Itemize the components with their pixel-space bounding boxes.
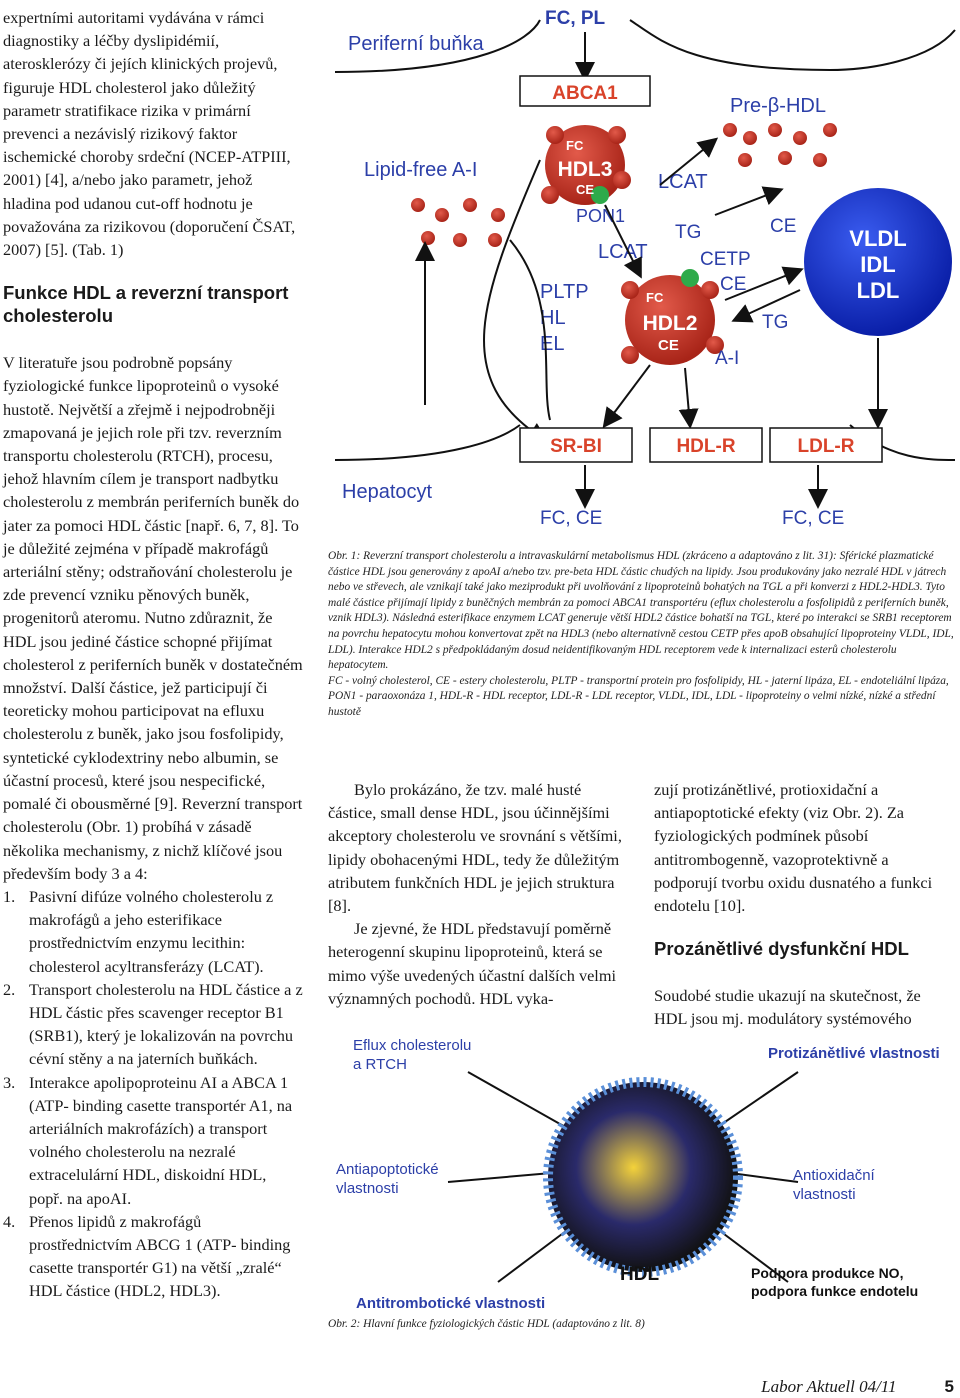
label-peripheral-cell: Periferní buňka xyxy=(348,33,484,55)
hdl3-particle xyxy=(541,125,631,205)
label-no-production: Podpora produkce NO, xyxy=(751,1265,904,1281)
label-pre-beta-hdl: Pre-β-HDL xyxy=(730,95,826,117)
label-lcat-top: LCAT xyxy=(658,171,708,193)
svg-text:HDL2: HDL2 xyxy=(642,312,698,335)
label-lcat: LCAT xyxy=(598,241,648,263)
list-item: 2. Transport cholesterolu na HDL částice a z HDL částic přes scavenger receptor B1 (SRB1), který je lokalizován na povrchu cévní stěny a na jaterních buňkách. xyxy=(3,979,303,1069)
hdl-function-paragraph: V literatuře jsou podrobně popsány fyziologické funkce lipoproteinů o vysoké hustotě. Největší a zřejmě i nejpodrobněji zmapovaná je jejich role při tzv. reverzním transportu cholesterolu (RTCH), procesu, jehož hlavním cílem je transport nadbytku cholesterolu z membrán periferních buněk do jater za pomoci HDL částic [např. 6, 7, 8]. To je důležité zejména v případě makrofágů arteriální stěny; odstraňování cholesterolu je zde prevencí vzniku pěnových buněk, progenitorů ateromu. Nutno zdůraznit, že HDL jsou jediné částice schopné přijímat cholesterol z periferních buněk v dostatečném množství. Další částice, jež participují či teoreticky mohou participovat na efluxu cholesterolu z buněk, jako jsou fosfolipidy, syntetické cyklodextriny nebo albumin, se účastní procesů, které jsou nespecifické, pomalé či obousměrné [9]. Reverzní transport cholesterolu (Obr. 1) probíhá v zásadě několika mechanismy, z nichž klíčové jsou především body 3 a 4: xyxy=(3,353,303,883)
hdl2-particle xyxy=(621,269,724,365)
mechanism-list xyxy=(3,885,303,1303)
label-antiapoptotic: Antiapoptotické xyxy=(336,1161,439,1178)
figure-hdl-functions xyxy=(328,1022,960,1314)
label-a-i: A-I xyxy=(715,348,740,369)
label-sr-bi: SR-BI xyxy=(550,436,602,457)
svg-text:CE: CE xyxy=(658,337,679,354)
paragraph: Je zjevné, že HDL představují poměrně heterogenní skupinu lipoproteinů, která se mimo výše uvedených účastní dalších velmi významných pochodů. HDL vyka- xyxy=(328,919,617,1008)
label-ce-mid: CE xyxy=(720,274,747,295)
label-hdl: HDL xyxy=(620,1264,660,1285)
svg-text:vlastnosti: vlastnosti xyxy=(336,1180,399,1197)
label-anti-inflammatory: Protizánětlivé vlastnosti xyxy=(768,1045,940,1062)
list-item: 4. Přenos lipidů z makrofágů prostřednictvím ABCG 1 (ATP- binding casette transportér G1) na větší „zralé“ HDL částice (HDL2, HDL3). xyxy=(3,1211,291,1301)
label-hl: HL xyxy=(540,307,566,329)
label-hepatocyte: Hepatocyt xyxy=(342,481,433,503)
middle-column xyxy=(328,778,628,1010)
label-hdl-r: HDL-R xyxy=(676,436,736,457)
label-fc-ce-left: FC, CE xyxy=(540,508,603,529)
label-pltp: PLTP xyxy=(540,281,589,303)
label-fc-ce-right: FC, CE xyxy=(782,508,845,529)
page-footer xyxy=(761,1377,954,1397)
lipid-free-ai-particles xyxy=(411,198,505,247)
pre-beta-hdl-particles xyxy=(723,123,837,167)
figure2-caption: Obr. 2: Hlavní funkce fyziologických částic HDL (adaptováno z lit. 8) xyxy=(328,1318,645,1330)
svg-text:vlastnosti: vlastnosti xyxy=(793,1186,856,1203)
svg-text:FC: FC xyxy=(566,138,584,153)
paragraph: Bylo prokázáno, že tzv. malé husté částice, small dense HDL, jsou účinnějšími akceptory cholesterolu ve srovnání s většími, lipidy obohacenými HDL, tedy že důležitým atributem funkčních HDL je jejich struktura [8]. xyxy=(328,780,622,916)
page-number: 5 xyxy=(944,1377,954,1396)
left-column xyxy=(3,6,303,1303)
section-heading-dysfunctional-hdl: Prozánětlivé dysfunkční HDL xyxy=(654,938,909,960)
svg-text:VLDL: VLDL xyxy=(849,226,907,251)
label-antioxidant: Antioxidační xyxy=(793,1167,875,1184)
figure-reverse-cholesterol-transport xyxy=(330,0,960,540)
paragraph: zují protizánětlivé, protioxidační a antiapoptotické efekty (viz Obr. 2). Za fyziologických podmínek působí antitrombogenně, vazoprotektivně a podporují tvorbu oxidu dusnatého a funkci endotelu [10]. xyxy=(654,780,933,916)
label-fc-pl: FC, PL xyxy=(545,8,606,29)
paragraph: Soudobé studie ukazují na skutečnost, že HDL jsou mj. modulátory systémového xyxy=(654,986,921,1029)
svg-text:a RTCH: a RTCH xyxy=(353,1056,407,1073)
list-item: 3. Interakce apolipoproteinu AI a ABCA 1 (ATP- binding casette transportér A1, na arteriálních makrofázích) a transport volného cholesterolu na nezralé extracelulární HDL, diskoidní HDL, popř. na apoAI. xyxy=(3,1072,293,1208)
svg-text:IDL: IDL xyxy=(860,252,896,277)
label-tg-right: TG xyxy=(762,312,789,333)
list-item: 1. Pasivní difúze volného cholesterolu z makrofágů a jeho esterifikace prostřednictvím enzymu lecithin: cholesterol acyltransferázy (LCAT). xyxy=(3,886,274,976)
label-ldl-r: LDL-R xyxy=(797,436,855,457)
journal-name: Labor Aktuell 04/11 xyxy=(761,1377,897,1396)
intro-paragraph: expertními autoritami vydávána v rámci diagnostiky a léčby dyslipidémií, aterosklerózy či jejích klinických projevů, figuruje HDL cholesterol jako důležitý parametr stratifikace rizika v primární prevenci a nezávislý rizikový faktor ischemické choroby srdeční (NCEP-ATPIII, 2001) [4], a/nebo jako parametr, jehož hladina pod udanou cut-off hodnotu je považována za rizikovou (doporučení ČSAT, 2007) [5]. (Tab. 1) xyxy=(3,8,296,260)
vldl-idl-ldl-particle xyxy=(804,188,952,336)
svg-text:HDL3: HDL3 xyxy=(557,158,613,181)
svg-text:podpora funkce endotelu: podpora funkce endotelu xyxy=(751,1283,919,1299)
svg-text:FC: FC xyxy=(646,290,664,305)
label-cetp: CETP xyxy=(700,249,751,270)
right-column xyxy=(654,778,956,1031)
label-lipid-free-ai: Lipid-free A-I xyxy=(364,159,478,181)
label-antithrombotic: Antitrombotické vlastnosti xyxy=(356,1295,546,1312)
svg-text:CE: CE xyxy=(576,182,595,197)
label-abca1: ABCA1 xyxy=(552,83,618,104)
section-heading-hdl-function: Funkce HDL a reverzní transport cholesterolu xyxy=(3,282,289,327)
figure1-caption: Obr. 1: Reverzní transport cholesterolu a intravaskulární metabolismus HDL (zkráceno a adaptováno z lit. 31): Sférické plazmatické částice HDL jsou generovány z apoAI a/nebo tzv. pre-beta HDL částic chudých na lipidy. Jsou produkovány jako nezralé HDL v játrech nebo ve střevech, ale vznikají také jako meziprodukt při uvolňování z lipoproteinů bohatých na TGL a při konverzi z HDL2-HDL3. Tyto malé částice přijímají lipidy z buněčných membrán za pomoci ABCA1 transportéru (eflux cholesterolu a fosfolipidů z periferních buněk, vznik HDL3). Následná esterifikace enzymem LCAT generuje větší HDL2 částice bohatší na TGL, které po interakci se SRB1 receptorem na povrchu hepatocytu mohou konvertovat zpět na HDL3 (nebo alternativně cestou CETP přes apoB obsahující lipoproteiny VLDL, IDL, LDL). Interakce HDL2 s předpokládaným dosud neidentifikovaným HDL receptorem vede k internalizaci esterů cholesterolu hepatocytem. FC - volný cholesterol, CE - estery cholesterolu, PLTP - transportní protein pro fosfolipidy, HL - jaterní lipáza, EL - endoteliální lipáza, PON1 - paraoxonáza 1, HDL-R - HDL receptor, LDL-R - LDL receptor, VLDL, IDL, LDL - lipoproteiny o velmi nízké, nízké a střední hustotě xyxy=(328,550,954,718)
label-tg: TG xyxy=(675,222,702,243)
label-eflux: Eflux cholesterolu xyxy=(353,1037,472,1054)
label-ce-right: CE xyxy=(770,216,797,237)
label-pon1: PON1 xyxy=(576,206,626,226)
svg-text:LDL: LDL xyxy=(856,278,900,303)
label-el: EL xyxy=(540,333,565,355)
